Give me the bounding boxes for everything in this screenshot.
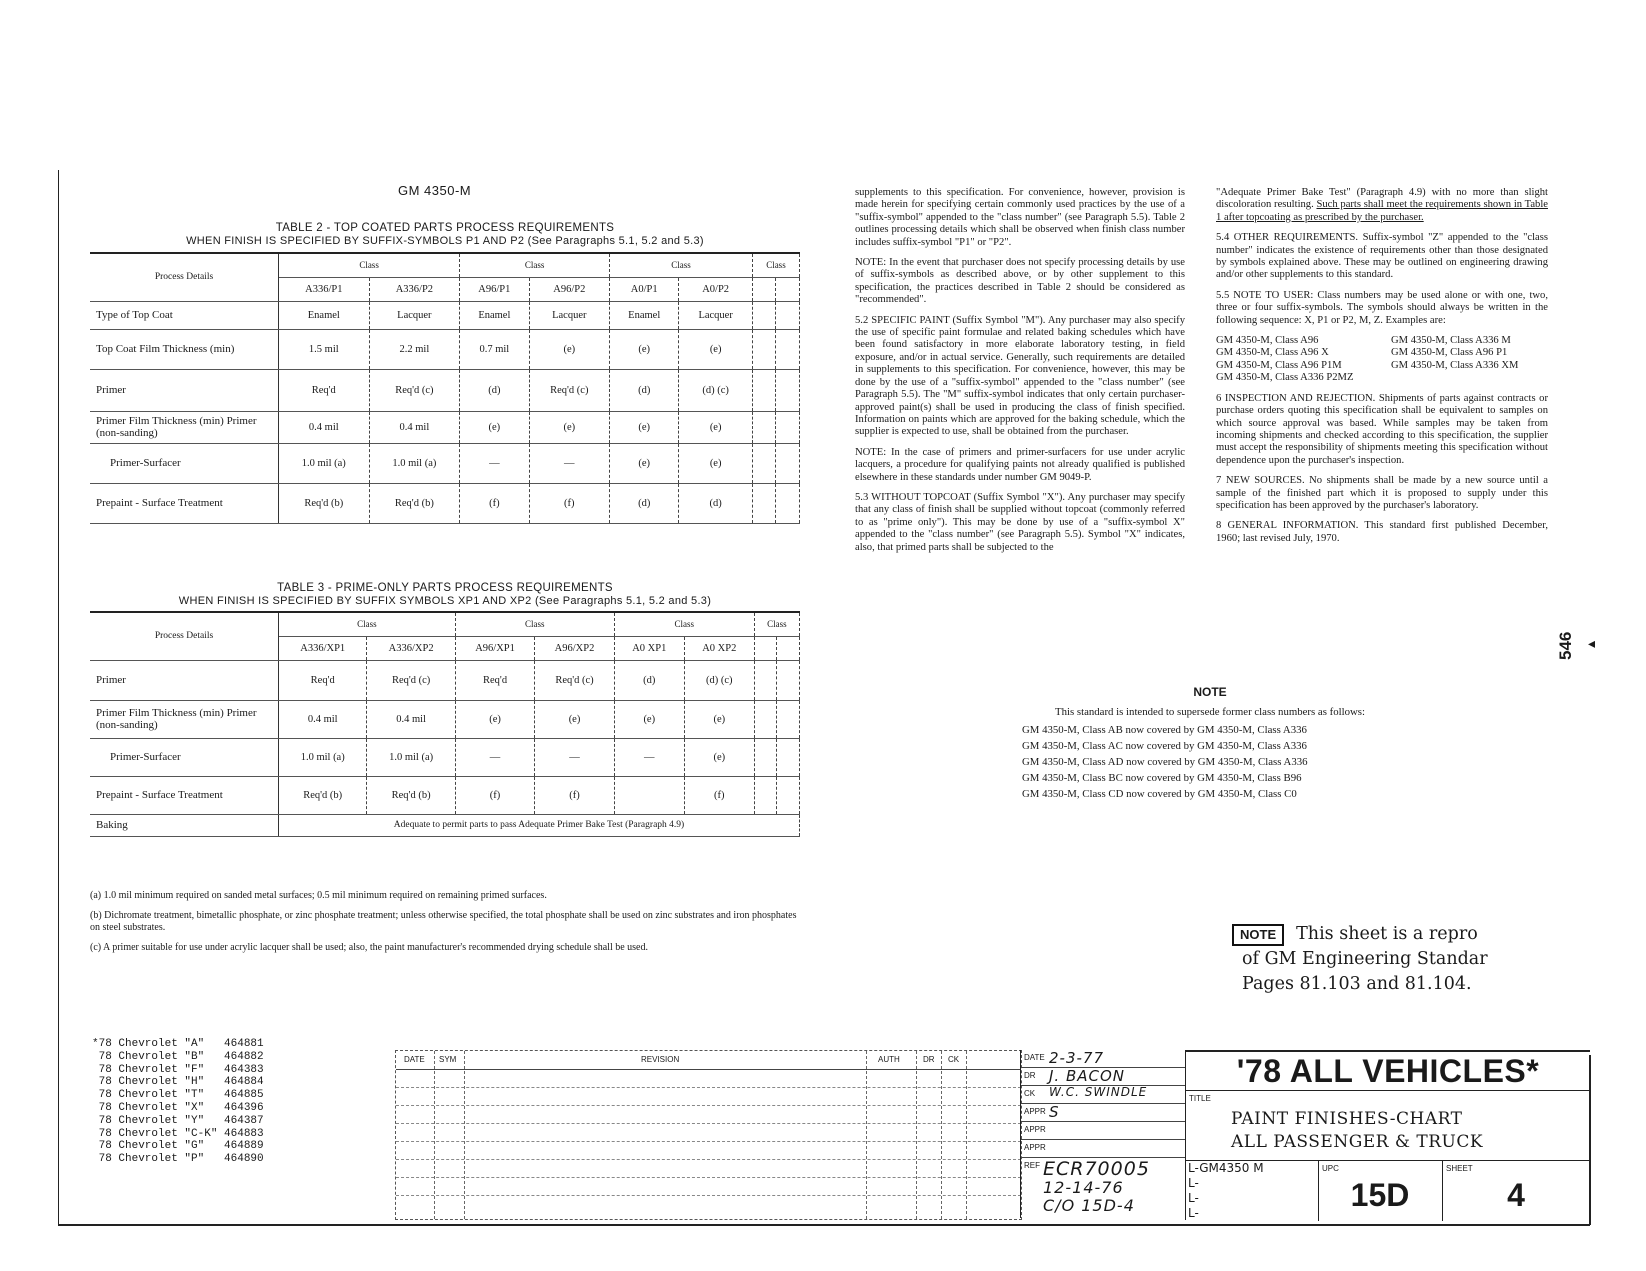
revision-row-line [396, 1105, 1021, 1107]
table3-empty-cell [777, 776, 800, 814]
reprint-note-line: of GM Engineering Standar [1242, 949, 1488, 969]
table2-cell: Req'd (b) [369, 483, 460, 523]
table2-row-label: Top Coat Film Thickness (min) [90, 329, 279, 369]
footnote-a: (a) 1.0 mil minimum required on sanded metal surfaces; 0.5 mil minimum required on remaining primed surfaces. [90, 890, 547, 901]
right-para: 6 INSPECTION AND REJECTION. Shipments of parts against contracts or purchase orders quoting this specification shall be equivalent to samples on which source approval was based. While samples may be taken from incoming shipments and checked according to this specification, the supplier must accept the responsibility of shipments meeting this specification without dependence upon the purchaser's inspection. [1216, 392, 1548, 466]
table2-cell: 1.0 mil (a) [279, 443, 370, 483]
revision-header-dr: DR [923, 1055, 935, 1064]
table2-cell: 2.2 mil [369, 329, 460, 369]
footnote-c: (c) A primer suitable for use under acrylic lacquer shall be used; also, the paint manufacturer's recommended drying schedule shall be used. [90, 942, 648, 953]
vehicle-list-item: *78 Chevrolet "A" 464881 [92, 1038, 264, 1050]
table-row [90, 814, 800, 836]
title-l-line: L- [1188, 1206, 1199, 1220]
table2-cell: (d) [679, 483, 753, 523]
revision-row-line [396, 1087, 1021, 1089]
table2-title-line1: TABLE 2 - TOP COATED PARTS PROCESS REQUIREMENTS [275, 222, 615, 234]
table3-row-label: Primer-Surfacer [90, 738, 279, 776]
table3-cell [614, 776, 684, 814]
middle-para: NOTE: In the case of primers and primer-surfacers for use under acrylic lacquers, a procedure for qualifying paints not already qualified is published elsewhere in these standards under number GM 9049-P. [855, 446, 1185, 483]
table3-row-label: Primer [90, 660, 279, 700]
table2-cell: 1.5 mil [279, 329, 370, 369]
table3-empty-cell [754, 776, 777, 814]
table2-title-line2: WHEN FINISH IS SPECIFIED BY SUFFIX-SYMBOLS P1 AND P2 (See Paragraphs 5.1, 5.2 and 5.3) [186, 235, 704, 247]
table2-cell: Enamel [279, 301, 370, 329]
table3-cell: — [455, 738, 534, 776]
table3-empty-cell [777, 660, 800, 700]
table2-header-process: Process Details [90, 253, 279, 301]
table3-subclass: A336/XP1 [279, 636, 367, 660]
table-row [90, 411, 800, 443]
right-para-lead: "Adequate Primer Bake Test" (Paragraph 4.9) with no more than slight discoloration resulting. [1216, 187, 1548, 211]
table2-empty-cell [776, 329, 800, 369]
table3-cell: (f) [535, 776, 614, 814]
table-row [90, 329, 800, 369]
title-upc [1318, 1161, 1443, 1221]
title-l-lines [1186, 1161, 1319, 1221]
footnote-b: (b) Dichromate treatment, bimetallic phosphate, or zinc phosphate treatment; unless otherwise specified, the total phosphate shall be used on zinc substrates and iron phosphates on steel substrates. [90, 910, 797, 933]
table3-cell: 1.0 mil (a) [367, 738, 455, 776]
table3-cell: (d) [614, 660, 684, 700]
table2-cell: (d) [610, 483, 679, 523]
sign-dr-label: DR [1024, 1071, 1036, 1080]
table2-class-header: Class [752, 253, 799, 277]
title-sheet-label: SHEET [1446, 1164, 1473, 1173]
vehicle-list-item: 78 Chevrolet "G" 464889 [92, 1140, 264, 1153]
table2-class-header: Class [610, 253, 753, 277]
revision-divider [941, 1051, 943, 1219]
reprint-note-tag: NOTE [1232, 924, 1284, 946]
table2-row-label: Primer Film Thickness (min) Primer (non-sanding) [90, 411, 279, 443]
note-line: GM 4350-M, Class BC now covered by GM 4350-M, Class B96 [1022, 772, 1302, 784]
arrow-left-icon: ◂ [1588, 636, 1596, 652]
standard-title: GM 4350-M [398, 183, 472, 198]
table2-cell: (e) [679, 443, 753, 483]
table3-cell: Req'd (b) [279, 776, 367, 814]
table3-subclass: A96/XP1 [455, 636, 534, 660]
table2-empty-cell [776, 443, 800, 483]
table2-cell: — [460, 443, 529, 483]
table3-subclass: A96/XP2 [535, 636, 614, 660]
revision-row-line [396, 1159, 1021, 1161]
sign-row-appr3 [1021, 1140, 1186, 1158]
middle-para: 5.3 WITHOUT TOPCOAT (Suffix Symbol "X"). Any purchaser may specify that any class of finish shall be supplied without topcoat (commonly referred to as "prime only"). This may be done by use of a "suffix-symbol X" appended to the "class number" (see Paragraph 5.5). Symbol "X" indicates, also, that primed parts shall be subjected to the [855, 491, 1185, 553]
table2-cell: Req'd (c) [529, 369, 609, 411]
right-para: 7 NEW SOURCES. No shipments shall be made by a new source until a sample of the finished part which it is proposed to supply under this specification has been approved by the purchaser's laboratory. [1216, 475, 1548, 511]
table2-cell: Req'd (b) [279, 483, 370, 523]
sign-row-dr [1021, 1068, 1186, 1086]
revision-row-line [396, 1177, 1021, 1179]
table2-empty-cell [776, 411, 800, 443]
table3-empty-cell [754, 738, 777, 776]
class-example: GM 4350-M, Class A336 P2MZ [1216, 372, 1354, 384]
page-side-number: 546 [1556, 631, 1575, 660]
table-row [90, 738, 800, 776]
table2-row-label: Primer-Surfacer [90, 443, 279, 483]
table2-subclass: A96/P2 [529, 277, 609, 301]
table2-cell: (e) [679, 329, 753, 369]
table2-cell: Lacquer [369, 301, 460, 329]
sign-ref-date: 12-14-76 [1043, 1178, 1124, 1197]
note-intro: This standard is intended to supersede former class numbers as follows: [1054, 706, 1366, 718]
table3-class-header: Class [455, 612, 614, 636]
table3-cell: Req'd (c) [535, 660, 614, 700]
table2-cell: (e) [529, 411, 609, 443]
table2-cell: (e) [529, 329, 609, 369]
vehicle-list [92, 1038, 264, 1166]
sign-ref-label: REF [1024, 1161, 1040, 1170]
title-l-line: L- [1188, 1191, 1199, 1205]
note-line: GM 4350-M, Class AD now covered by GM 4350-M, Class A336 [1022, 756, 1308, 768]
table2-empty-cell [752, 277, 776, 301]
revision-divider [464, 1051, 466, 1219]
table3-cell: (e) [614, 700, 684, 738]
table2-empty-cell [752, 411, 776, 443]
table2-cell: (f) [460, 483, 529, 523]
table3-class-header: Class [754, 612, 799, 636]
vehicle-list-item: 78 Chevrolet "P" 464890 [92, 1153, 264, 1166]
table3-baking-text: Adequate to permit parts to pass Adequate Primer Bake Test (Paragraph 4.9) [279, 814, 800, 836]
sign-row-appr [1021, 1104, 1186, 1122]
table2-cell: (e) [610, 443, 679, 483]
class-examples [1216, 335, 1548, 385]
revision-row-line [396, 1141, 1021, 1143]
table3-cell: — [614, 738, 684, 776]
sign-row-appr2 [1021, 1122, 1186, 1140]
title-upc-value: 15D [1350, 1177, 1410, 1213]
table3-empty-cell [777, 738, 800, 776]
sign-ck-label: CK [1024, 1089, 1036, 1098]
table2-empty-cell [776, 369, 800, 411]
table3-subclass: A0 XP2 [684, 636, 754, 660]
revision-divider [434, 1051, 436, 1219]
table2-empty-cell [752, 369, 776, 411]
table2-cell: (d) (c) [679, 369, 753, 411]
table3-cell: (e) [455, 700, 534, 738]
vehicle-list-item: 78 Chevrolet "C-K" 464883 [92, 1127, 264, 1140]
title-l-line: L- [1188, 1176, 1199, 1190]
table2-subclass: A336/P2 [369, 277, 460, 301]
note-heading: NOTE [1193, 685, 1227, 699]
table3-baking-label: Baking [90, 814, 279, 836]
sign-date-label: DATE [1024, 1053, 1045, 1062]
table3-subclass: A336/XP2 [367, 636, 455, 660]
reprint-note-line: This sheet is a repro [1296, 924, 1478, 944]
table2-row-label: Prepaint - Surface Treatment [90, 483, 279, 523]
revision-header [396, 1051, 1021, 1070]
table2-cell: (d) [610, 369, 679, 411]
vehicle-list-item: 78 Chevrolet "T" 464885 [92, 1089, 264, 1102]
revision-divider [866, 1051, 868, 1219]
table2-cell: (d) [460, 369, 529, 411]
sign-dr-value: J. BACON [1049, 1067, 1126, 1085]
table2-cell: 0.4 mil [279, 411, 370, 443]
sheet-border-left [58, 170, 59, 1225]
table2-cell: Req'd [279, 369, 370, 411]
table3-title-line1: TABLE 3 - PRIME-ONLY PARTS PROCESS REQUIREMENTS [277, 582, 613, 594]
sign-appr-value: S [1049, 1103, 1060, 1121]
supersede-note [1000, 684, 1420, 802]
table-row [90, 301, 800, 329]
revision-block [395, 1050, 1022, 1220]
table3-cell: — [535, 738, 614, 776]
title-l-line: L-GM4350 M [1188, 1161, 1264, 1175]
table3-empty-cell [777, 700, 800, 738]
right-para-underlined: Such parts shall meet the requirements shown in Table 1 after topcoating as prescribed by the purchaser. [1216, 199, 1548, 223]
table3-cell: Req'd [279, 660, 367, 700]
right-para [1216, 187, 1548, 224]
table2-empty-cell [752, 301, 776, 329]
table2-empty-cell [752, 443, 776, 483]
table2-empty-cell [776, 301, 800, 329]
table2-cell: — [529, 443, 609, 483]
class-example: GM 4350-M, Class A336 XM [1391, 359, 1519, 371]
revision-header-date: DATE [404, 1055, 425, 1064]
table3-cell: 1.0 mil (a) [279, 738, 367, 776]
table-row [90, 776, 800, 814]
vehicle-list-item: 78 Chevrolet "F" 464383 [92, 1063, 264, 1076]
middle-column [855, 187, 1185, 562]
table2-empty-cell [752, 483, 776, 523]
title-line: PAINT FINISHES-CHART [1231, 1109, 1463, 1129]
table2-class-header: Class [460, 253, 610, 277]
title-sheet [1442, 1161, 1590, 1221]
table2-subclass: A96/P1 [460, 277, 529, 301]
title-bottom [1186, 1160, 1590, 1221]
table3-subclass: A0 XP1 [614, 636, 684, 660]
table2-cell: Enamel [460, 301, 529, 329]
signature-block [1020, 1050, 1186, 1218]
class-example: GM 4350-M, Class A96 P1M [1216, 359, 1342, 371]
right-para: 5.5 NOTE TO USER: Class numbers may be used alone or with one, two, three or four suffix-symbols. The symbols should always be written in the following sequence: X, P1 or P2, M, Z. Examples are: [1216, 289, 1548, 326]
vehicle-list-item: 78 Chevrolet "X" 464396 [92, 1101, 264, 1114]
table3-row-label: Primer Film Thickness (min) Primer (non-sanding) [90, 700, 279, 738]
sheet-border-bottom [58, 1224, 1590, 1226]
table2-cell: (e) [610, 411, 679, 443]
sign-appr2-label: APPR [1024, 1125, 1046, 1134]
table2-row-label: Type of Top Coat [90, 301, 279, 329]
reprint-note [1232, 922, 1572, 997]
right-para: 8 GENERAL INFORMATION. This standard first published December, 1960; last revised July, 1970. [1216, 520, 1548, 544]
table-row [90, 369, 800, 411]
table2-row-label: Primer [90, 369, 279, 411]
class-example: GM 4350-M, Class A336 M [1391, 335, 1511, 347]
table-row [90, 443, 800, 483]
revision-divider [916, 1051, 918, 1219]
class-example: GM 4350-M, Class A96 X [1216, 347, 1329, 359]
right-column [1216, 187, 1548, 553]
table3-empty-cell [754, 636, 777, 660]
revision-row-line [396, 1123, 1021, 1125]
table3-empty-cell [754, 700, 777, 738]
table2-cell: 0.4 mil [369, 411, 460, 443]
vehicle-list-item: 78 Chevrolet "B" 464882 [92, 1050, 264, 1063]
table2-empty-cell [776, 483, 800, 523]
title-block [1185, 1050, 1590, 1220]
middle-para: 5.2 SPECIFIC PAINT (Suffix Symbol "M"). Any purchaser may also specify the use of specific paint formulae and related baking schedules which have been found satisfactory in more elaborate laboratory testing, in field exposure, and/or in actual service. Generally, such requirements are detailed in supplements to this specification. For convenience, however, this may be done by the use of a "suffix-symbol" appended to the "class number" (see Paragraph 5.5). The "M" suffix-symbol indicates that only certain purchaser-approved paint(s) shall be used in producing the class of finish specified. Information on paints which are approved for the baking schedule, which the supplier is expected to use, shall be obtained from the purchaser. [855, 314, 1185, 438]
table2-cell: Enamel [610, 301, 679, 329]
table2-cell: Req'd (c) [369, 369, 460, 411]
title-text [1231, 1108, 1483, 1154]
table2-subclass: A0/P1 [610, 277, 679, 301]
table3-title [90, 582, 800, 608]
note-line: GM 4350-M, Class CD now covered by GM 4350-M, Class C0 [1022, 788, 1297, 800]
table3-empty-cell [777, 636, 800, 660]
reprint-note-line: Pages 81.103 and 81.104. [1242, 974, 1472, 994]
revision-divider [966, 1051, 968, 1219]
footnotes [90, 890, 800, 962]
middle-para: NOTE: In the event that purchaser does not specify processing details by use of suffix-symbols as described above, or by other supplement to this specification, the practices described in Table 2 should be considered as "recommended". [855, 257, 1185, 306]
table3-class-header: Class [279, 612, 456, 636]
title-sheet-value: 4 [1507, 1177, 1525, 1213]
table3-cell: 0.4 mil [279, 700, 367, 738]
table3-cell: (e) [684, 738, 754, 776]
table2-cell: Lacquer [679, 301, 753, 329]
table3 [90, 611, 800, 837]
table-row [90, 660, 800, 700]
table3-empty-cell [754, 660, 777, 700]
sign-appr3-label: APPR [1024, 1143, 1046, 1152]
table2-cell: (e) [679, 411, 753, 443]
class-example: GM 4350-M, Class A96 P1 [1391, 347, 1508, 359]
table2-cell: (f) [529, 483, 609, 523]
right-para: 5.4 OTHER REQUIREMENTS. Suffix-symbol "Z" appended to the "class number" indicates the existence of requirements other than those designated by symbols explained above. These may be outlined on engineering drawing and/or other supplements to this standard. [1216, 232, 1548, 281]
table3-cell: 0.4 mil [367, 700, 455, 738]
table2-class-header: Class [279, 253, 460, 277]
title-line: ALL PASSENGER & TRUCK [1231, 1132, 1484, 1152]
table2-empty-cell [752, 329, 776, 369]
sign-appr-label: APPR [1024, 1107, 1046, 1116]
table3-cell: Req'd (b) [367, 776, 455, 814]
table3-title-line2: WHEN FINISH IS SPECIFIED BY SUFFIX SYMBOLS XP1 AND XP2 (See Paragraphs 5.1, 5.2 and 5.3) [178, 595, 712, 607]
table2-cell: (e) [460, 411, 529, 443]
table2 [90, 252, 800, 524]
sign-ref-ecr: ECR70005 [1043, 1158, 1150, 1180]
revision-header-ck: CK [948, 1055, 960, 1064]
sign-ref [1021, 1158, 1186, 1218]
class-example: GM 4350-M, Class A96 [1216, 335, 1319, 347]
table2-cell: (e) [610, 329, 679, 369]
table3-cell: (f) [684, 776, 754, 814]
revision-row-line [396, 1195, 1021, 1197]
middle-para: supplements to this specification. For convenience, however, provision is made herein for specifying certain commonly used practices by the use of a "suffix-symbol" appended to the "class number" (see Paragraph 5.5). Table 2 outlines processing details which shall be observed when finish class number includes suffix-symbol "P1" or "P2". [855, 187, 1185, 248]
revision-header-sym: SYM [439, 1055, 457, 1064]
note-line: GM 4350-M, Class AB now covered by GM 4350-M, Class A336 [1022, 724, 1307, 736]
table3-cell: (f) [455, 776, 534, 814]
sign-row-date [1021, 1050, 1186, 1068]
title-vehicles: '78 ALL VEHICLES* [1186, 1052, 1590, 1091]
table2-subclass: A0/P2 [679, 277, 753, 301]
sign-date-value: 2-3-77 [1049, 1049, 1104, 1067]
table2-empty-cell [776, 277, 800, 301]
vehicle-list-item: 78 Chevrolet "H" 464884 [92, 1076, 264, 1089]
title-upc-label: UPC [1322, 1164, 1339, 1173]
vehicle-list-item: 78 Chevrolet "Y" 464387 [92, 1114, 264, 1127]
revision-header-revision: REVISION [641, 1055, 680, 1064]
table3-cell: (d) (c) [684, 660, 754, 700]
table-row [90, 483, 800, 523]
sign-ck-value: W.C. SWINDLE [1049, 1085, 1148, 1099]
table2-title [90, 222, 800, 248]
table2-cell: 1.0 mil (a) [369, 443, 460, 483]
table2-cell: Lacquer [529, 301, 609, 329]
table3-header-process: Process Details [90, 612, 279, 660]
table3-cell: (e) [684, 700, 754, 738]
table3-cell: (e) [535, 700, 614, 738]
sign-row-ck [1021, 1086, 1186, 1104]
class-example [1391, 372, 1566, 384]
revision-header-auth: AUTH [878, 1055, 900, 1064]
table2-subclass: A336/P1 [279, 277, 370, 301]
table-row [90, 700, 800, 738]
table3-cell: Req'd [455, 660, 534, 700]
table3-cell: Req'd (c) [367, 660, 455, 700]
table3-class-header: Class [614, 612, 754, 636]
sign-ref-co: C/O 15D-4 [1043, 1196, 1135, 1215]
note-line: GM 4350-M, Class AC now covered by GM 4350-M, Class A336 [1022, 740, 1307, 752]
table2-cell: 0.7 mil [460, 329, 529, 369]
title-label: TITLE [1189, 1094, 1211, 1103]
table3-row-label: Prepaint - Surface Treatment [90, 776, 279, 814]
